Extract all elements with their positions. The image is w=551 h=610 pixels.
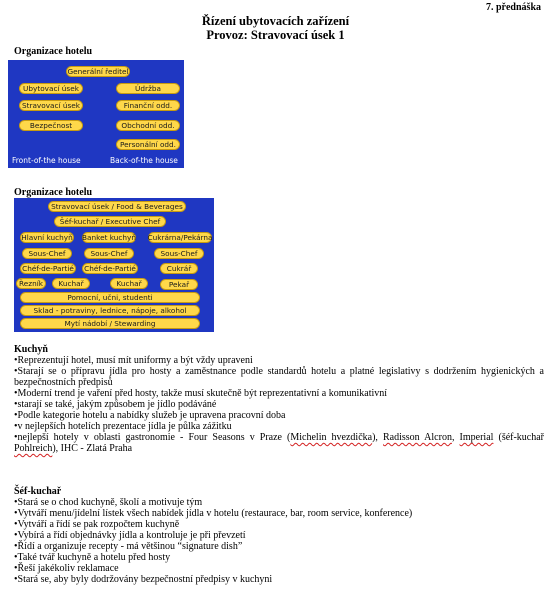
box-assistants: Pomocní, učni, studenti bbox=[20, 292, 200, 303]
box-cook-2: Kuchař bbox=[110, 278, 148, 289]
box-sous-chef-3: Sous-Chef bbox=[154, 248, 204, 259]
section-heading-org2: Organizace hotelu bbox=[14, 187, 93, 198]
box-security: Bezpečnost bbox=[19, 120, 83, 131]
box-executive-chef: Šéf-kuchař / Executive Chef bbox=[54, 216, 166, 227]
chef-bullet: • Řeší jakékoliv reklamace bbox=[14, 563, 544, 574]
chef-heading: Šéf-kuchař bbox=[14, 486, 62, 497]
chef-bullet: • Řídí a organizuje recepty - má většinou “signature dish” bbox=[14, 541, 544, 552]
document-subtitle: Provoz: Stravovací úsek 1 bbox=[206, 28, 345, 42]
kitchen-bullet: • Starají se o přípravu jídla pro hosty a zaměstnance podle standardů hotelu a platné legislativy s dodržením hygienických a bezpečnostních předpisů bbox=[14, 366, 544, 388]
kitchen-bullet-gastronomy: • nejlepší hotely v oblasti gastronomie - Four Seasons v Praze (Michelin hvezdička), Radisson Alcron, Imperial (šéf-kuchař Pohlreich), IHC - Zlatá Praha bbox=[14, 432, 544, 454]
box-maintenance: Údržba bbox=[116, 83, 180, 94]
box-food-beverages: Stravovací úsek / Food & Beverages bbox=[48, 201, 186, 212]
chef-bullet: • Stará se o chod kuchyně, školí a motivuje tým bbox=[14, 497, 544, 508]
section-kitchen bbox=[14, 344, 544, 454]
chef-bullet: • Vytváří a řídí se pak rozpočtem kuchyně bbox=[14, 519, 544, 530]
box-butcher: Řezník bbox=[16, 278, 46, 289]
box-finance: Finanční odd. bbox=[116, 100, 180, 111]
box-cook-1: Kuchař bbox=[52, 278, 90, 289]
section-executive-chef bbox=[14, 486, 544, 585]
box-general-manager: Generální ředitel bbox=[67, 67, 129, 76]
kitchen-bullet: • Reprezentují hotel, musí mít uniformy a být vždy upraveni bbox=[14, 355, 544, 366]
box-banquet-kitchen: Banket kuchyň bbox=[82, 233, 136, 242]
lecture-number: 7. přednáška bbox=[485, 2, 541, 13]
box-pastry-cook: Cukrář bbox=[160, 263, 198, 274]
kitchen-heading: Kuchyň bbox=[14, 344, 48, 355]
chef-bullet: • Také tvář kuchyně a hotelu před hosty bbox=[14, 552, 544, 563]
org-chart-kitchen bbox=[14, 198, 214, 332]
box-sales: Obchodní odd. bbox=[116, 120, 180, 131]
chef-bullet: • Vytváří menu/jídelní lístek všech nabídek jídla v hotelu (restaurace, bar, room service, konference) bbox=[14, 508, 544, 519]
box-food-division: Stravovací úsek bbox=[19, 100, 83, 111]
section-heading-org1: Organizace hotelu bbox=[14, 46, 93, 57]
box-stewarding: Mytí nádobí / Stewarding bbox=[20, 318, 200, 329]
box-sous-chef-2: Sous-Chef bbox=[84, 248, 134, 259]
box-rooms-division: Ubytovací úsek bbox=[19, 83, 83, 94]
kitchen-bullet: • Podle kategorie hotelu a nabídky služeb je upravena pracovní doba bbox=[14, 410, 544, 421]
box-sous-chef-1: Sous-Chef bbox=[22, 248, 72, 259]
org-chart-general bbox=[8, 60, 184, 168]
chef-bullet: • Stará se, aby byly dodržovány bezpečnostní předpisy v kuchyni bbox=[14, 574, 544, 585]
box-main-kitchen: Hlavní kuchyň bbox=[21, 233, 73, 242]
kitchen-bullet: • v nejlepších hotelích prezentace jídla je půlka zážitku bbox=[14, 421, 544, 432]
box-hr: Personální odd. bbox=[116, 139, 180, 150]
box-chef-de-partie-2: Chéf-de-Partié bbox=[82, 263, 138, 274]
box-pastry: Cukrárna/Pekárna bbox=[147, 233, 213, 242]
box-storage: Sklad - potraviny, lednice, nápoje, alkohol bbox=[20, 305, 200, 316]
kitchen-bullet: • starají se také, jakým způsobem je jídlo podáváné bbox=[14, 399, 544, 410]
document-title: Řízení ubytovacích zařízení bbox=[201, 14, 350, 28]
box-baker: Pekař bbox=[160, 279, 198, 290]
label-back-of-house: Back-of-the house bbox=[110, 156, 178, 165]
box-chef-de-partie-1: Chéf-de-Partié bbox=[20, 263, 76, 274]
label-front-of-house: Front-of-the house bbox=[12, 156, 81, 165]
kitchen-bullet: • Moderní trend je vaření před hosty, takže musí skutečně být reprezentativní a komunikativní bbox=[14, 388, 544, 399]
chef-bullet: • Vybírá a řídí objednávky jídla a kontroluje je při převzetí bbox=[14, 530, 544, 541]
